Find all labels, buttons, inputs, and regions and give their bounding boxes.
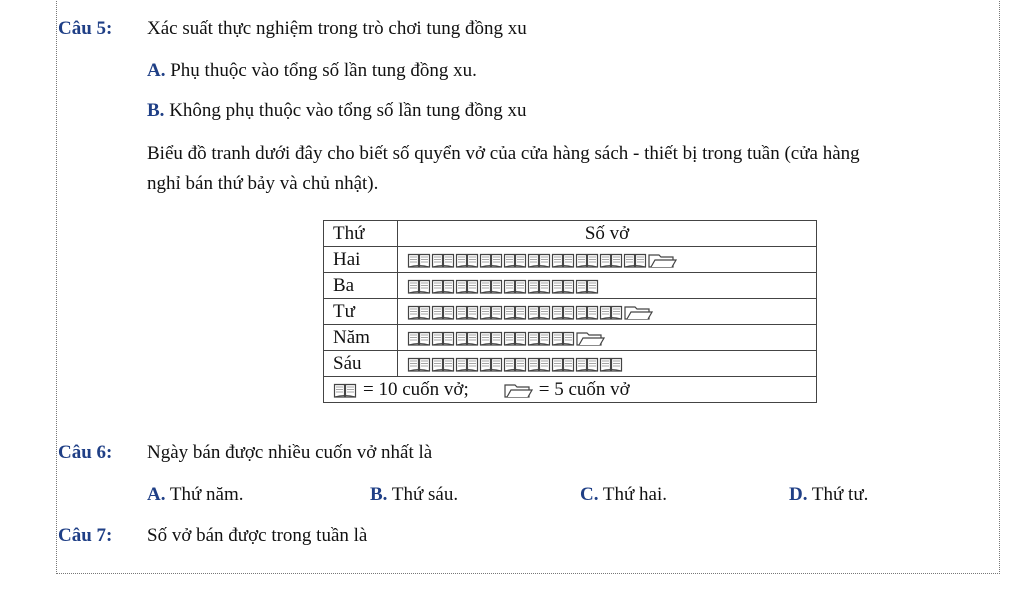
open-book-icon	[527, 303, 551, 321]
half-book-icon	[623, 303, 653, 321]
pictograph-header-row	[324, 221, 817, 247]
row-icons	[398, 351, 817, 377]
intro-line-2: nghỉ bán thứ bảy và chủ nhật).	[147, 173, 379, 194]
icon-strip	[407, 327, 816, 349]
icon-strip	[407, 275, 816, 297]
option-text: Thứ năm.	[165, 484, 244, 505]
open-book-icon	[431, 277, 455, 295]
open-book-icon	[479, 251, 503, 269]
row-icons	[398, 273, 817, 299]
question-5-option-a[interactable]	[147, 60, 477, 82]
open-book-icon	[503, 355, 527, 373]
open-book-icon	[407, 355, 431, 373]
legend-half-text: = 5 cuốn vở	[538, 378, 630, 400]
open-book-icon	[527, 329, 551, 347]
open-book-icon	[407, 277, 431, 295]
row-day: Sáu	[324, 351, 398, 377]
question-6-option-a[interactable]	[147, 484, 244, 506]
icon-strip	[407, 249, 816, 271]
question-6-text: Ngày bán được nhiều cuốn vở nhất là	[147, 442, 433, 463]
open-book-icon	[333, 381, 357, 399]
open-book-icon	[527, 277, 551, 295]
open-book-icon	[623, 251, 647, 269]
open-book-icon	[503, 329, 527, 347]
question-6-option-c[interactable]	[580, 484, 667, 506]
intro-line-1: Biểu đồ tranh dưới đây cho biết số quyển vở của cửa hàng sách - thiết bị trong tuần (cửa hàng	[147, 143, 860, 164]
open-book-icon	[551, 329, 575, 347]
icon-strip	[407, 353, 816, 375]
open-book-icon	[527, 355, 551, 373]
pictograph-row	[324, 299, 817, 325]
question-7-text: Số vở bán được trong tuần là	[147, 525, 368, 546]
open-book-icon	[333, 381, 357, 399]
row-day: Năm	[324, 325, 398, 351]
legend-full-text: = 10 cuốn vở;	[363, 378, 469, 400]
pictograph-row	[324, 247, 817, 273]
legend-cell	[324, 377, 817, 403]
open-book-icon	[575, 251, 599, 269]
question-7-number: Câu 7:	[58, 525, 113, 546]
question-6-option-b[interactable]	[370, 484, 458, 506]
open-book-icon	[503, 251, 527, 269]
pictograph-legend-row	[324, 377, 817, 403]
icon-strip	[407, 301, 816, 323]
open-book-icon	[455, 251, 479, 269]
open-book-icon	[575, 303, 599, 321]
open-book-icon	[551, 355, 575, 373]
header-count: Số vở	[398, 221, 817, 247]
pictograph-row	[324, 325, 817, 351]
question-6-option-d[interactable]	[789, 484, 868, 506]
open-book-icon	[551, 303, 575, 321]
option-text: Thứ sáu.	[387, 484, 459, 505]
pictograph-row	[324, 273, 817, 299]
half-book-icon	[503, 381, 533, 399]
open-book-icon	[575, 355, 599, 373]
row-icons	[398, 325, 817, 351]
open-book-icon	[479, 329, 503, 347]
open-book-icon	[431, 355, 455, 373]
option-letter: D.	[789, 484, 808, 505]
open-book-icon	[431, 329, 455, 347]
header-day: Thứ	[324, 221, 398, 247]
open-book-icon	[407, 303, 431, 321]
option-text: Không phụ thuộc vào tổng số lần tung đồng xu	[164, 100, 527, 121]
option-text: Thứ tư.	[807, 484, 869, 505]
option-text: Phụ thuộc vào tổng số lần tung đồng xu.	[165, 60, 477, 81]
option-letter: C.	[580, 484, 599, 505]
half-book-icon	[647, 251, 677, 269]
open-book-icon	[599, 303, 623, 321]
open-book-icon	[455, 303, 479, 321]
open-book-icon	[431, 251, 455, 269]
open-book-icon	[551, 251, 575, 269]
open-book-icon	[407, 329, 431, 347]
open-book-icon	[527, 251, 551, 269]
question-5-option-b[interactable]	[147, 100, 526, 122]
row-day: Ba	[324, 273, 398, 299]
question-5-number: Câu 5:	[58, 18, 113, 39]
open-book-icon	[503, 277, 527, 295]
row-icons	[398, 299, 817, 325]
question-6-number: Câu 6:	[58, 442, 113, 463]
open-book-icon	[455, 355, 479, 373]
option-text: Thứ hai.	[598, 484, 668, 505]
open-book-icon	[455, 277, 479, 295]
open-book-icon	[599, 355, 623, 373]
row-day: Tư	[324, 299, 398, 325]
open-book-icon	[479, 277, 503, 295]
open-book-icon	[599, 251, 623, 269]
option-letter: A.	[147, 484, 166, 505]
row-icons	[398, 247, 817, 273]
open-book-icon	[407, 251, 431, 269]
open-book-icon	[551, 277, 575, 295]
half-book-icon	[575, 329, 605, 347]
open-book-icon	[479, 303, 503, 321]
open-book-icon	[455, 329, 479, 347]
open-book-icon	[503, 303, 527, 321]
legend	[333, 379, 816, 401]
question-5-text: Xác suất thực nghiệm trong trò chơi tung đồng xu	[147, 18, 527, 39]
option-letter: A.	[147, 60, 166, 81]
option-letter: B.	[370, 484, 388, 505]
open-book-icon	[575, 277, 599, 295]
half-book-icon	[503, 381, 533, 399]
open-book-icon	[479, 355, 503, 373]
pictograph-table	[323, 220, 817, 403]
row-day: Hai	[324, 247, 398, 273]
option-letter: B.	[147, 100, 165, 121]
pictograph-row	[324, 351, 817, 377]
open-book-icon	[431, 303, 455, 321]
